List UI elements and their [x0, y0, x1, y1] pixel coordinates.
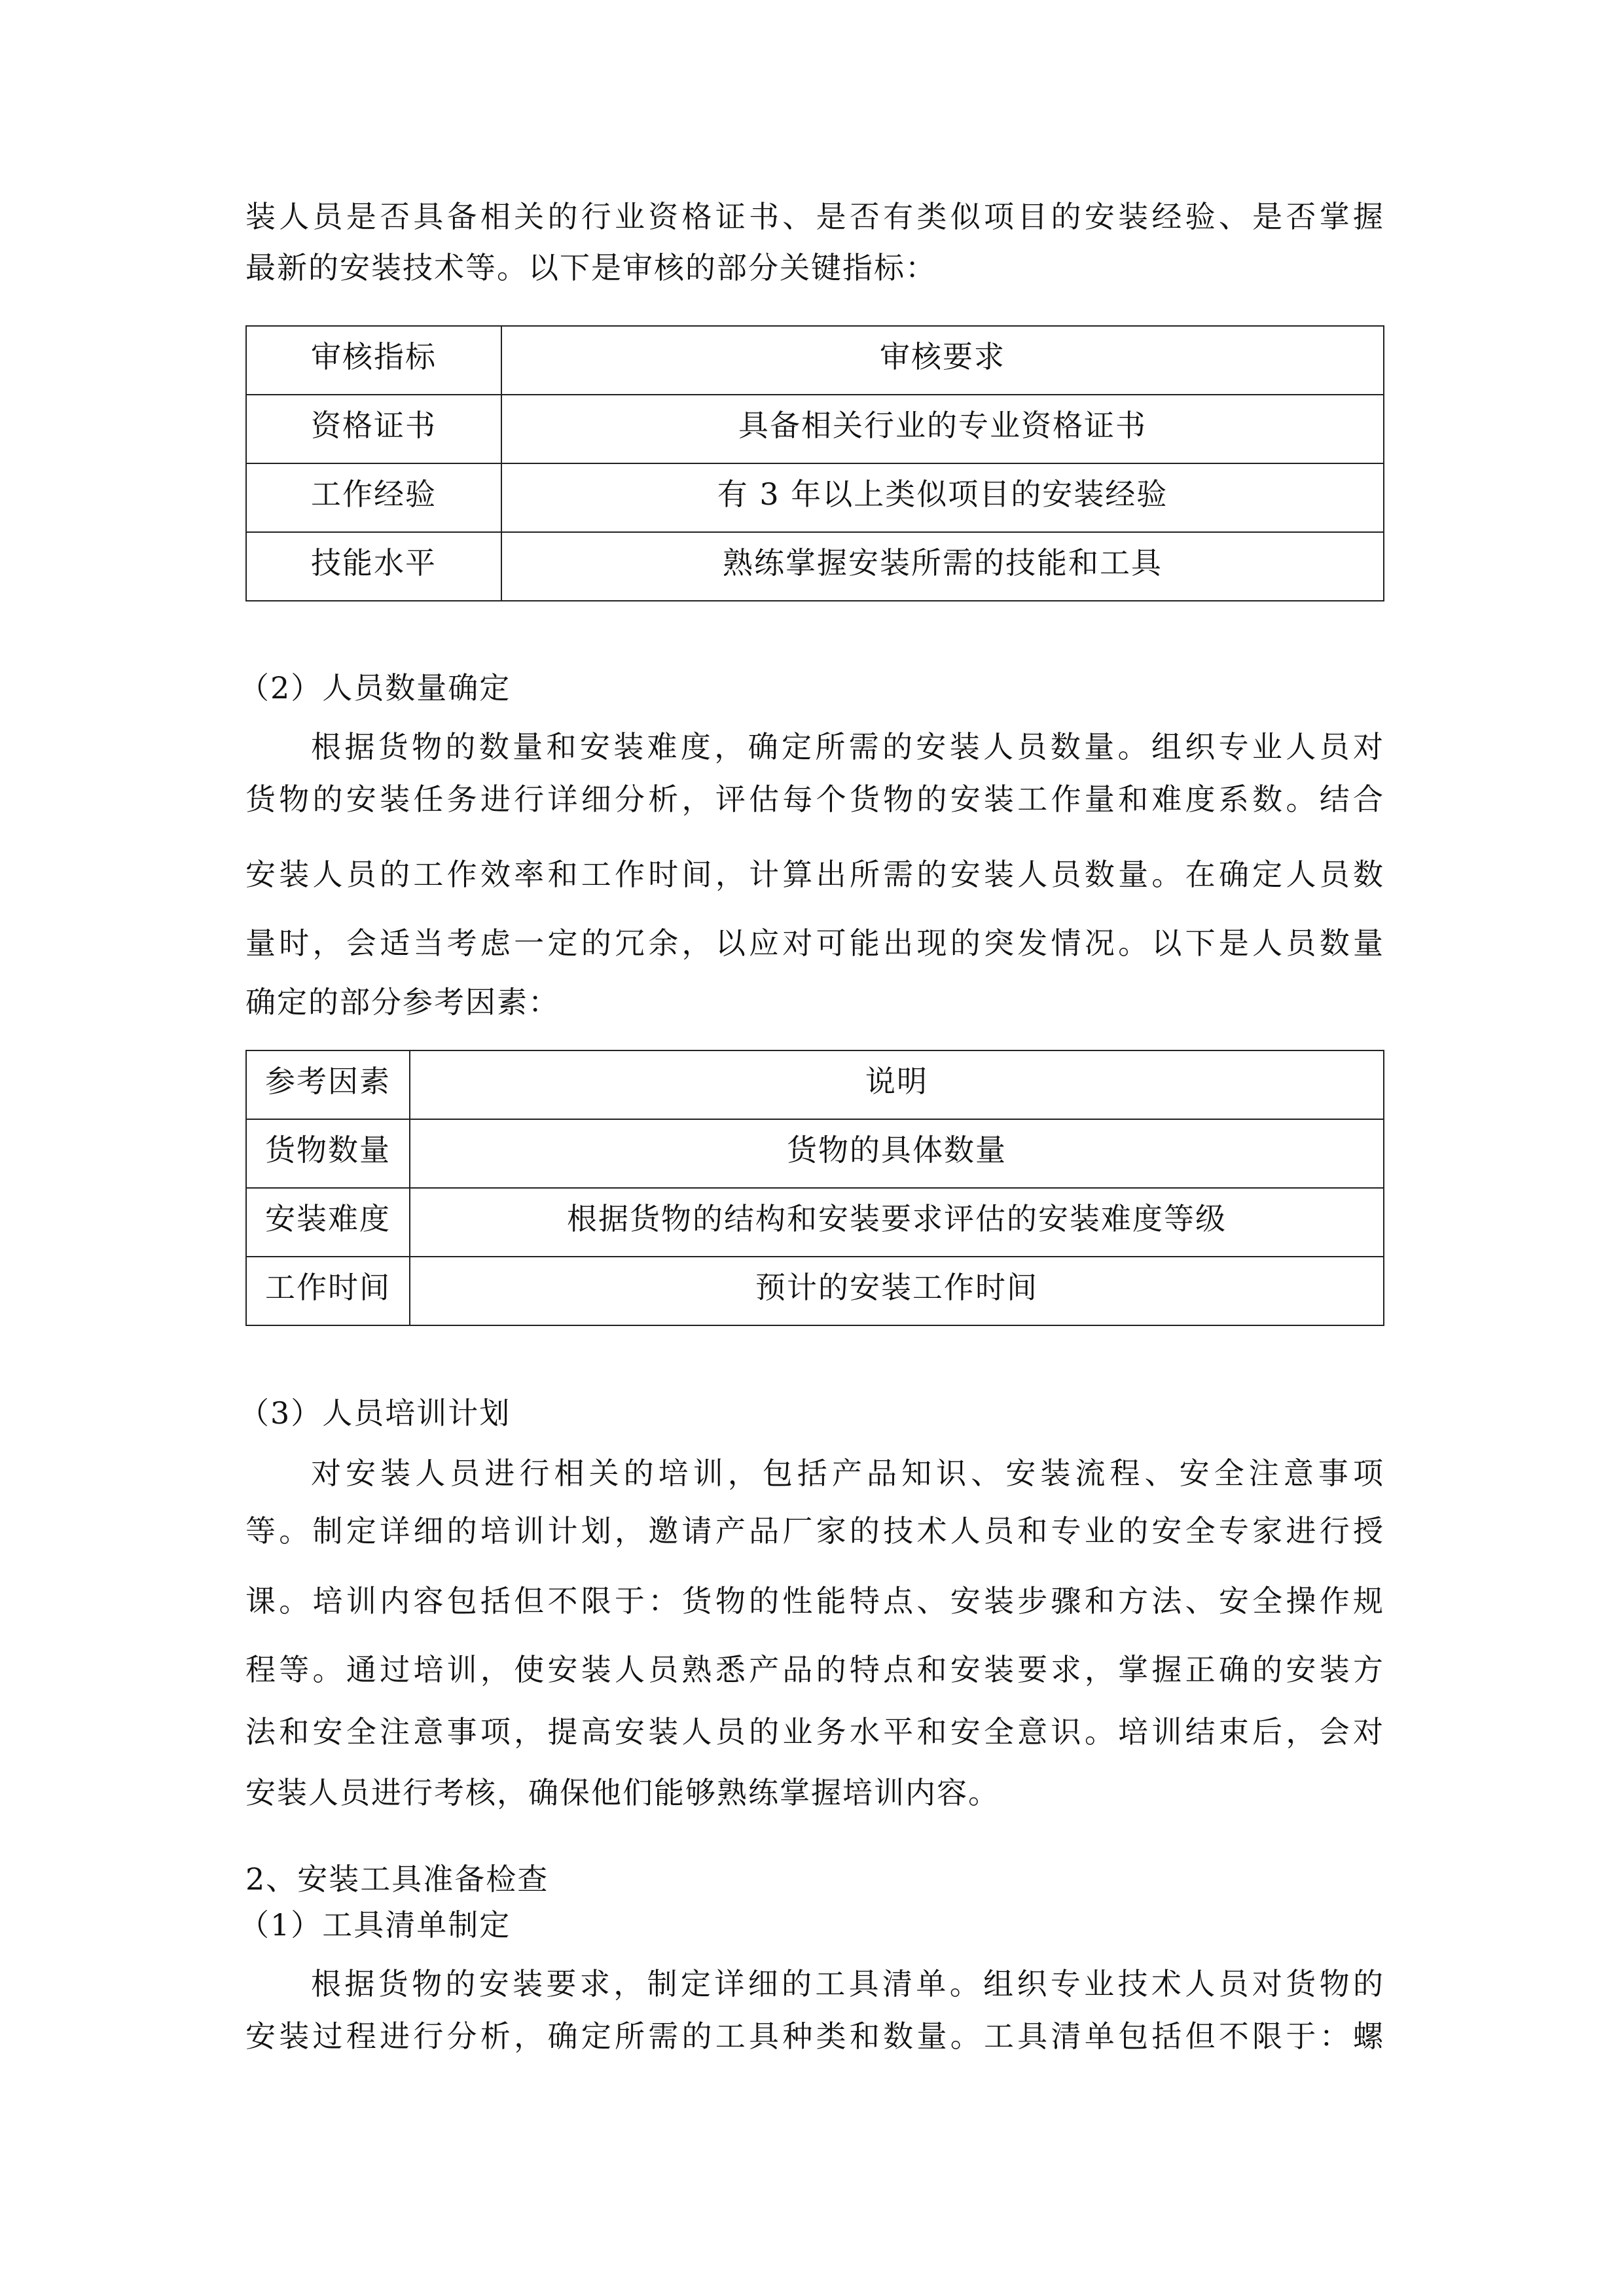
paragraph-line: 根据货物的安装要求，制定详细的工具清单。组织专业技术人员对货物的 — [311, 1966, 1384, 2001]
section-heading-staff-quantity: （2）人员数量确定 — [239, 670, 511, 706]
table-row — [246, 1119, 1384, 1188]
table-cell: 有 3 年以上类似项目的安装经验 — [501, 463, 1384, 532]
table-row — [246, 395, 1384, 463]
table-cell: 技能水平 — [246, 532, 501, 601]
table-cell: 货物的具体数量 — [410, 1119, 1384, 1188]
table-header-cell: 审核指标 — [246, 326, 501, 395]
paragraph-line: 程等。通过培训，使安装人员熟悉产品的特点和安装要求，掌握正确的安装方 — [245, 1652, 1384, 1687]
table-cell: 货物数量 — [246, 1119, 410, 1188]
paragraph-line: 确定的部分参考因素： — [245, 984, 560, 1020]
intro-line-1: 装人员是否具备相关的行业资格证书、是否有类似项目的安装经验、是否掌握 — [245, 199, 1384, 234]
table-header-cell: 参考因素 — [246, 1050, 410, 1119]
paragraph-line: 货物的安装任务进行详细分析，评估每个货物的安装工作量和难度系数。结合 — [245, 781, 1384, 817]
table-header-cell: 说明 — [410, 1050, 1384, 1119]
table-cell: 工作时间 — [246, 1257, 410, 1325]
paragraph-line: 安装人员进行考核，确保他们能够熟练掌握培训内容。 — [245, 1775, 1000, 1810]
table-cell: 安装难度 — [246, 1188, 410, 1257]
audit-criteria-table — [245, 325, 1384, 601]
table-row — [246, 532, 1384, 601]
table-cell: 根据货物的结构和安装要求评估的安装难度等级 — [410, 1188, 1384, 1257]
paragraph-line: 安装人员的工作效率和工作时间，计算出所需的安装人员数量。在确定人员数 — [245, 857, 1384, 892]
table-cell: 具备相关行业的专业资格证书 — [501, 395, 1384, 463]
table-cell: 熟练掌握安装所需的技能和工具 — [501, 532, 1384, 601]
table-cell: 工作经验 — [246, 463, 501, 532]
section-heading-staff-training: （3）人员培训计划 — [239, 1395, 511, 1431]
paragraph-line: 根据货物的数量和安装难度，确定所需的安装人员数量。组织专业人员对 — [311, 729, 1384, 764]
table-cell: 资格证书 — [246, 395, 501, 463]
paragraph-line: 等。制定详细的培训计划，邀请产品厂家的技术人员和专业的安全专家进行授 — [245, 1513, 1384, 1549]
table-header-cell: 审核要求 — [501, 326, 1384, 395]
paragraph-line: 对安装人员进行相关的培训，包括产品知识、安装流程、安全注意事项 — [311, 1456, 1384, 1491]
paragraph-line: 安装过程进行分析，确定所需的工具种类和数量。工具清单包括但不限于：螺 — [245, 2018, 1384, 2054]
table-header-row — [246, 1050, 1384, 1119]
section-heading-tool-list: （1）工具清单制定 — [239, 1907, 511, 1943]
table-row — [246, 1257, 1384, 1325]
intro-line-2: 最新的安装技术等。以下是审核的部分关键指标： — [245, 250, 937, 285]
section-heading-tool-check: 2、安装工具准备检查 — [245, 1861, 549, 1897]
paragraph-line: 课。培训内容包括但不限于：货物的性能特点、安装步骤和方法、安全操作规 — [245, 1583, 1384, 1619]
table-cell: 预计的安装工作时间 — [410, 1257, 1384, 1325]
table-row — [246, 463, 1384, 532]
table-header-row — [246, 326, 1384, 395]
table-row — [246, 1188, 1384, 1257]
reference-factors-table — [245, 1050, 1384, 1326]
paragraph-line: 量时，会适当考虑一定的冗余，以应对可能出现的突发情况。以下是人员数量 — [245, 925, 1384, 961]
paragraph-line: 法和安全注意事项，提高安装人员的业务水平和安全意识。培训结束后，会对 — [245, 1714, 1384, 1749]
